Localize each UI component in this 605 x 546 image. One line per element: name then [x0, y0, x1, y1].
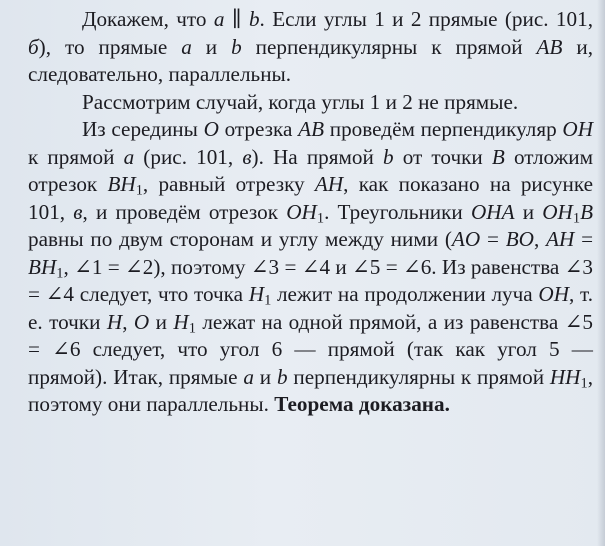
math-symbol: в	[242, 144, 252, 169]
text-run: и	[253, 364, 277, 389]
text-run: равны по двум сторонам и углу между ними (	[28, 227, 452, 251]
math-symbol: a	[123, 144, 135, 169]
math-symbol: AB	[536, 34, 563, 59]
math-symbol: б	[28, 34, 39, 59]
subscript-index: 1	[264, 292, 272, 309]
subscript-index: 1	[580, 375, 588, 392]
math-symbol: HH	[549, 364, 581, 389]
math-symbol: b	[383, 144, 394, 169]
text-run: , как показано на рисунке 101,	[28, 172, 593, 224]
math-symbol: AO	[451, 227, 481, 251]
text-run: лежат на одной прямой, а из равенства ∠5 = ∠6 следует, что угол 6 — прямой (так как угол 5 — прямой). Итак, прямые	[28, 309, 594, 389]
paragraph-non-right-case	[28, 89, 593, 117]
text-run: лежит на продолжении луча	[271, 282, 539, 306]
paragraph-proof-right-angles	[28, 6, 593, 89]
text-run: и	[191, 34, 232, 59]
math-symbol: AH	[314, 172, 344, 196]
text-run: перпендикулярны к прямой	[287, 364, 550, 389]
text-run: и, следовательно, параллельны.	[28, 34, 593, 86]
math-symbol: O	[133, 309, 150, 334]
text-run: к прямой	[28, 144, 124, 169]
text-run: =	[480, 227, 506, 251]
text-run: , поэтому они параллельны.	[28, 364, 593, 416]
math-symbol: OH	[538, 282, 570, 306]
text-run: , т. е. точки	[28, 282, 593, 334]
subscript-index: 1	[316, 210, 325, 227]
subscript-index: 1	[572, 210, 581, 227]
text-run: отрезка	[218, 117, 299, 141]
text-run: . Если углы 1 и 2 прямые (рис. 101,	[259, 7, 594, 31]
text-run: Докажем, что	[82, 7, 214, 31]
math-symbol: H	[248, 282, 265, 306]
text-run: и	[149, 309, 174, 334]
math-symbol: B	[580, 199, 594, 224]
text-run: и	[514, 199, 543, 224]
math-symbol: BH	[107, 172, 136, 196]
text-run: , равный отрезку	[142, 172, 315, 196]
text-run: перпендикулярны к прямой	[241, 34, 537, 59]
subscript-index: 1	[56, 265, 64, 282]
math-symbol: BH	[28, 254, 57, 279]
text-run: ∥	[224, 7, 249, 31]
text-run: . Треугольники	[324, 199, 471, 224]
math-symbol: b	[276, 364, 288, 389]
paragraph-main-proof	[28, 116, 593, 419]
math-symbol: AH	[546, 227, 575, 251]
math-symbol: AB	[298, 117, 325, 141]
math-symbol: a	[243, 364, 254, 389]
text-run: (рис. 101,	[134, 144, 243, 169]
math-symbol: OH	[562, 117, 594, 141]
text-run: Рассмотрим случай, когда углы 1 и 2 не прямые.	[82, 89, 519, 114]
math-symbol: H	[106, 309, 123, 334]
math-symbol: BO	[505, 227, 534, 251]
math-symbol: OH	[286, 199, 317, 224]
math-symbol: OH	[542, 199, 573, 224]
text-run: ). На прямой	[251, 144, 383, 169]
text-run: ,	[533, 227, 547, 251]
text-run: от точки	[393, 144, 492, 169]
subscript-index: 1	[135, 182, 143, 199]
text-run: =	[574, 227, 594, 251]
math-symbol: a	[181, 34, 192, 59]
text-run: ), то прямые	[38, 34, 182, 59]
math-symbol: b	[248, 7, 260, 31]
text-run: проведём перпендикуляр	[324, 117, 563, 141]
subscript-index: 1	[188, 320, 196, 337]
math-symbol: H	[173, 309, 189, 334]
math-symbol: O	[203, 117, 219, 141]
text-run: отложим отрезок	[28, 144, 594, 196]
math-symbol: b	[231, 34, 242, 59]
text-run: , и проведём отрезок	[82, 199, 287, 224]
math-symbol: OHA	[470, 199, 515, 224]
math-symbol: a	[213, 7, 225, 31]
text-run: , ∠1 = ∠2), поэтому ∠3 = ∠4 и ∠5 = ∠6. Из равенства ∠3 = ∠4 следует, что точка	[28, 254, 593, 306]
math-symbol: в	[73, 199, 83, 224]
text-run: ,	[122, 309, 134, 334]
theorem-proved-label: Теорема доказана.	[274, 392, 450, 416]
text-run: Из середины	[82, 117, 204, 141]
math-symbol: B	[491, 144, 505, 169]
page-gutter-shadow	[597, 0, 605, 546]
